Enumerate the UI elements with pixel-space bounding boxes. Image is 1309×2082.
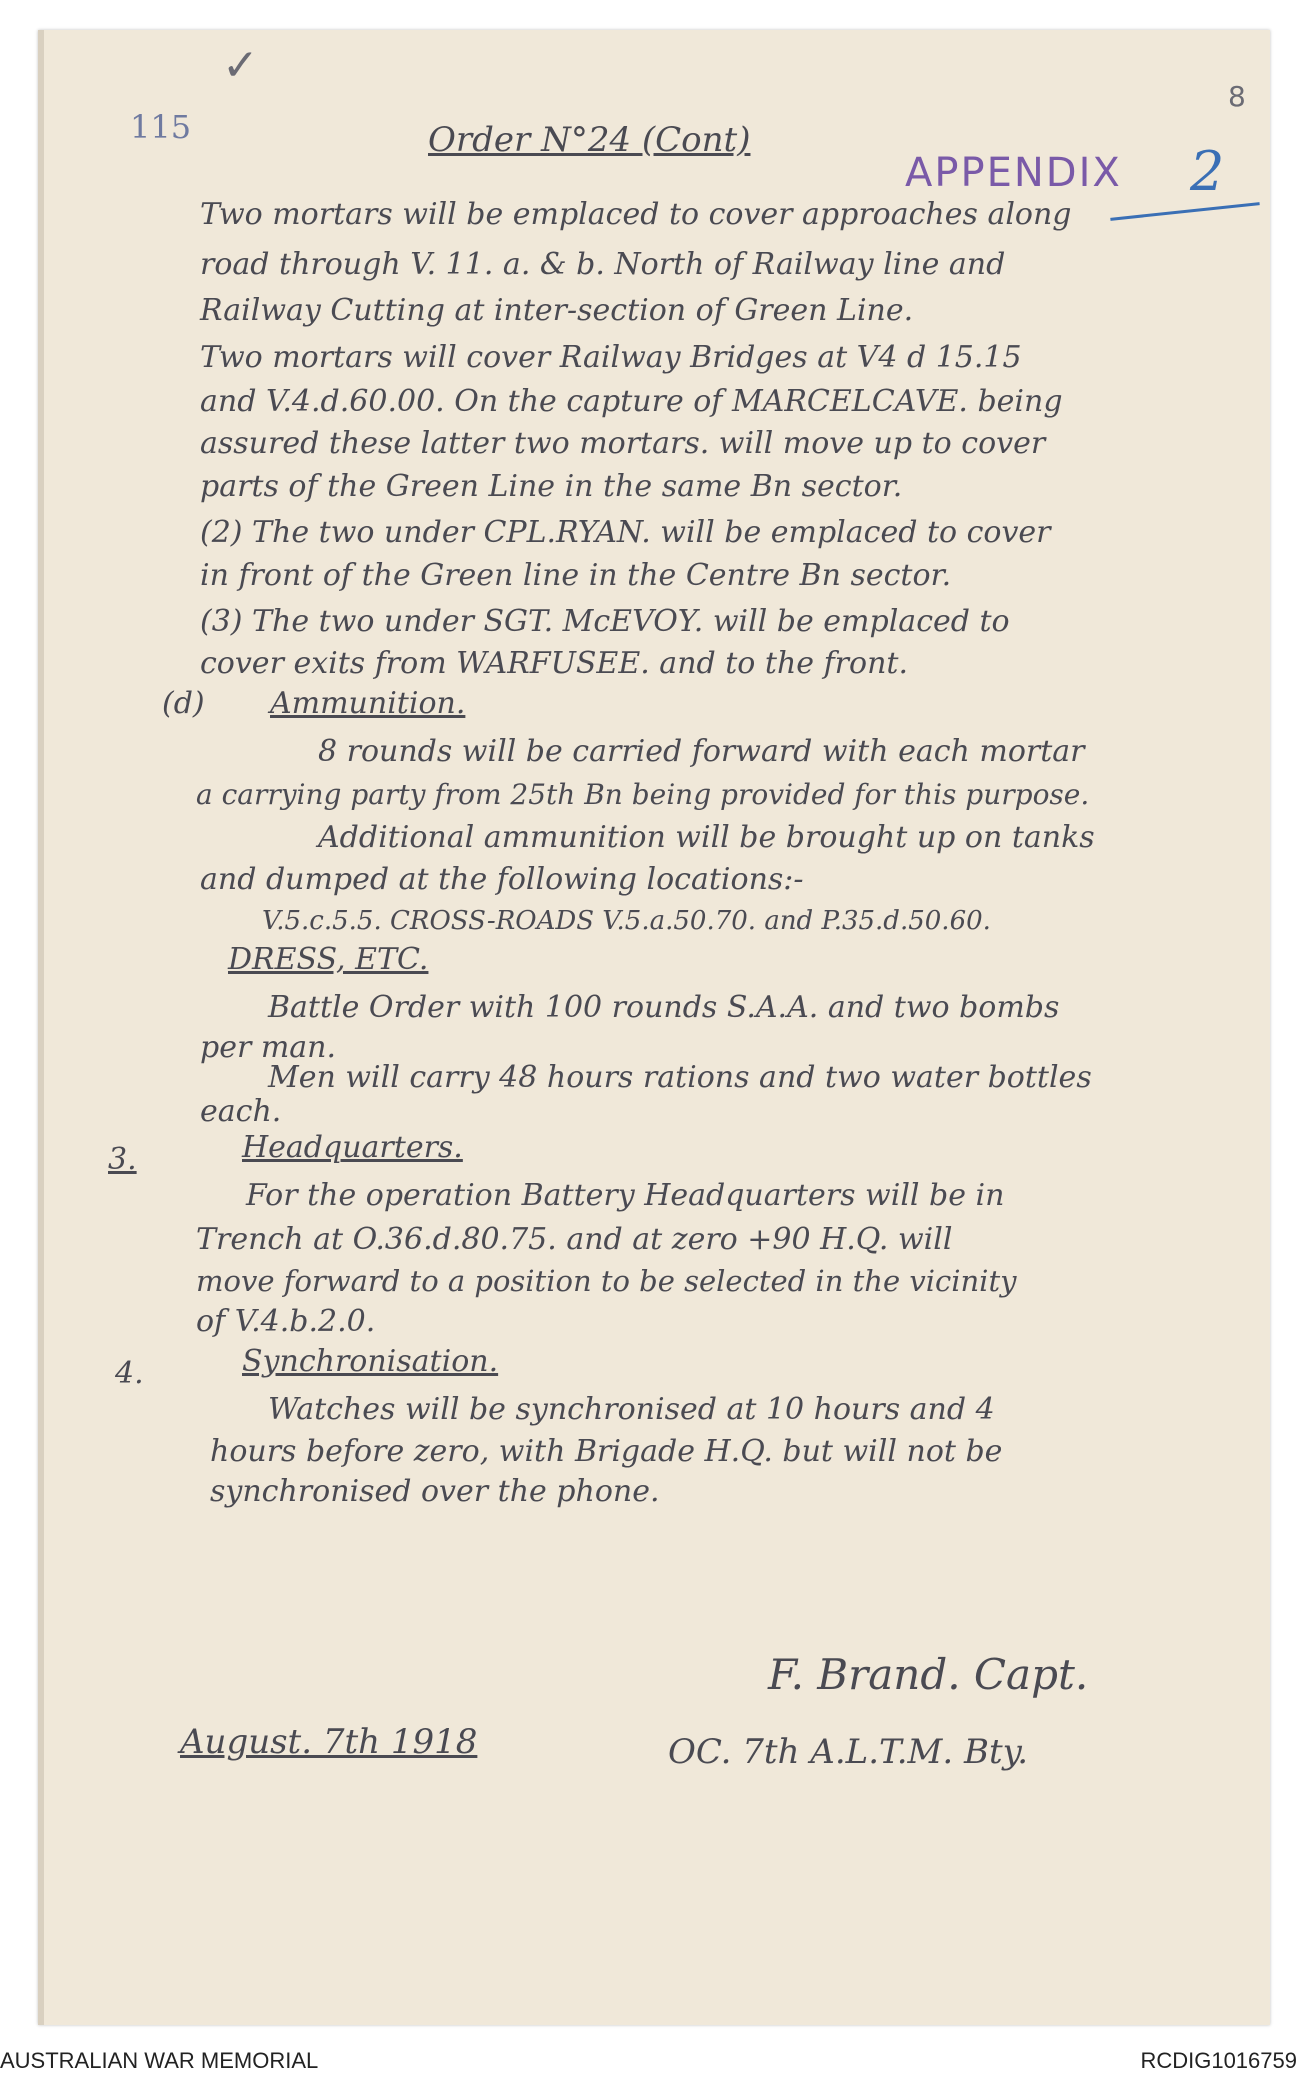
text-line: and V.4.d.60.00. On the capture of MARCELCAVE. being (200, 384, 1063, 419)
text-line: of V.4.b.2.0. (196, 1304, 376, 1339)
text-line: Battle Order with 100 rounds S.A.A. and two bombs (268, 990, 1060, 1025)
appendix-stamp: APPENDIX (905, 150, 1122, 196)
text-line: Trench at O.36.d.80.75. and at zero +90 H.Q. will (196, 1222, 953, 1257)
footer-archive: AUSTRALIAN WAR MEMORIAL (0, 2048, 319, 2073)
text-line: Railway Cutting at inter-section of Green Line. (200, 293, 914, 328)
text-line: cover exits from WARFUSEE. and to the front. (200, 646, 908, 681)
text-line: Two mortars will be emplaced to cover approaches along (200, 197, 1072, 232)
text-line: For the operation Battery Headquarters will be in (246, 1178, 1005, 1213)
section-number: 3. (108, 1142, 137, 1177)
section-heading: Headquarters. (242, 1130, 463, 1165)
signature-unit: OC. 7th A.L.T.M. Bty. (668, 1732, 1029, 1772)
text-line: (3) The two under SGT. McEVOY. will be emplaced to (200, 604, 1010, 639)
text-line: Two mortars will cover Railway Bridges at V4 d 15.15 (200, 340, 1022, 375)
text-line: Watches will be synchronised at 10 hours and 4 (268, 1392, 995, 1427)
signature-name: F. Brand. Capt. (768, 1650, 1089, 1699)
text-line: 8 rounds will be carried forward with each mortar (318, 734, 1085, 769)
appendix-number: 2 (1190, 140, 1225, 203)
footer-reference: RCDIG1016759 (1140, 2048, 1297, 2073)
text-line: and dumped at the following locations:- (200, 862, 804, 897)
section-heading: DRESS, ETC. (228, 942, 429, 977)
tick-mark: ✓ (222, 40, 259, 91)
section-number: 4. (115, 1356, 144, 1391)
text-line: Men will carry 48 hours rations and two water bottles (268, 1060, 1092, 1095)
document-date: August. 7th 1918 (180, 1722, 478, 1762)
text-line: road through V. 11. a. & b. North of Railway line and (200, 247, 1006, 282)
page-mark: 8 (1228, 80, 1246, 113)
text-line: each. (200, 1094, 282, 1129)
text-line: (2) The two under CPL.RYAN. will be emplaced to cover (200, 515, 1051, 550)
folio-number: 115 (130, 108, 192, 146)
text-line: assured these latter two mortars. will move up to cover (200, 426, 1046, 461)
section-heading: Ammunition. (270, 686, 466, 721)
text-line: synchronised over the phone. (210, 1474, 660, 1509)
text-line: move forward to a position to be selected in the vicinity (196, 1264, 1017, 1298)
text-line: V.5.c.5.5. CROSS-ROADS V.5.a.50.70. and P.35.d.50.60. (262, 906, 991, 936)
page-edge (38, 30, 44, 2025)
text-line: a carrying party from 25th Bn being provided for this purpose. (196, 778, 1090, 811)
text-line: in front of the Green line in the Centre Bn sector. (200, 558, 952, 593)
text-line: hours before zero, with Brigade H.Q. but will not be (210, 1434, 1003, 1469)
section-letter: (d) (162, 686, 205, 721)
page-heading: Order N°24 (Cont) (428, 120, 751, 160)
text-line: per man. (200, 1030, 337, 1065)
section-heading: Synchronisation. (242, 1344, 499, 1379)
text-line: Additional ammunition will be brought up on tanks (318, 820, 1095, 855)
text-line: parts of the Green Line in the same Bn sector. (200, 469, 903, 504)
